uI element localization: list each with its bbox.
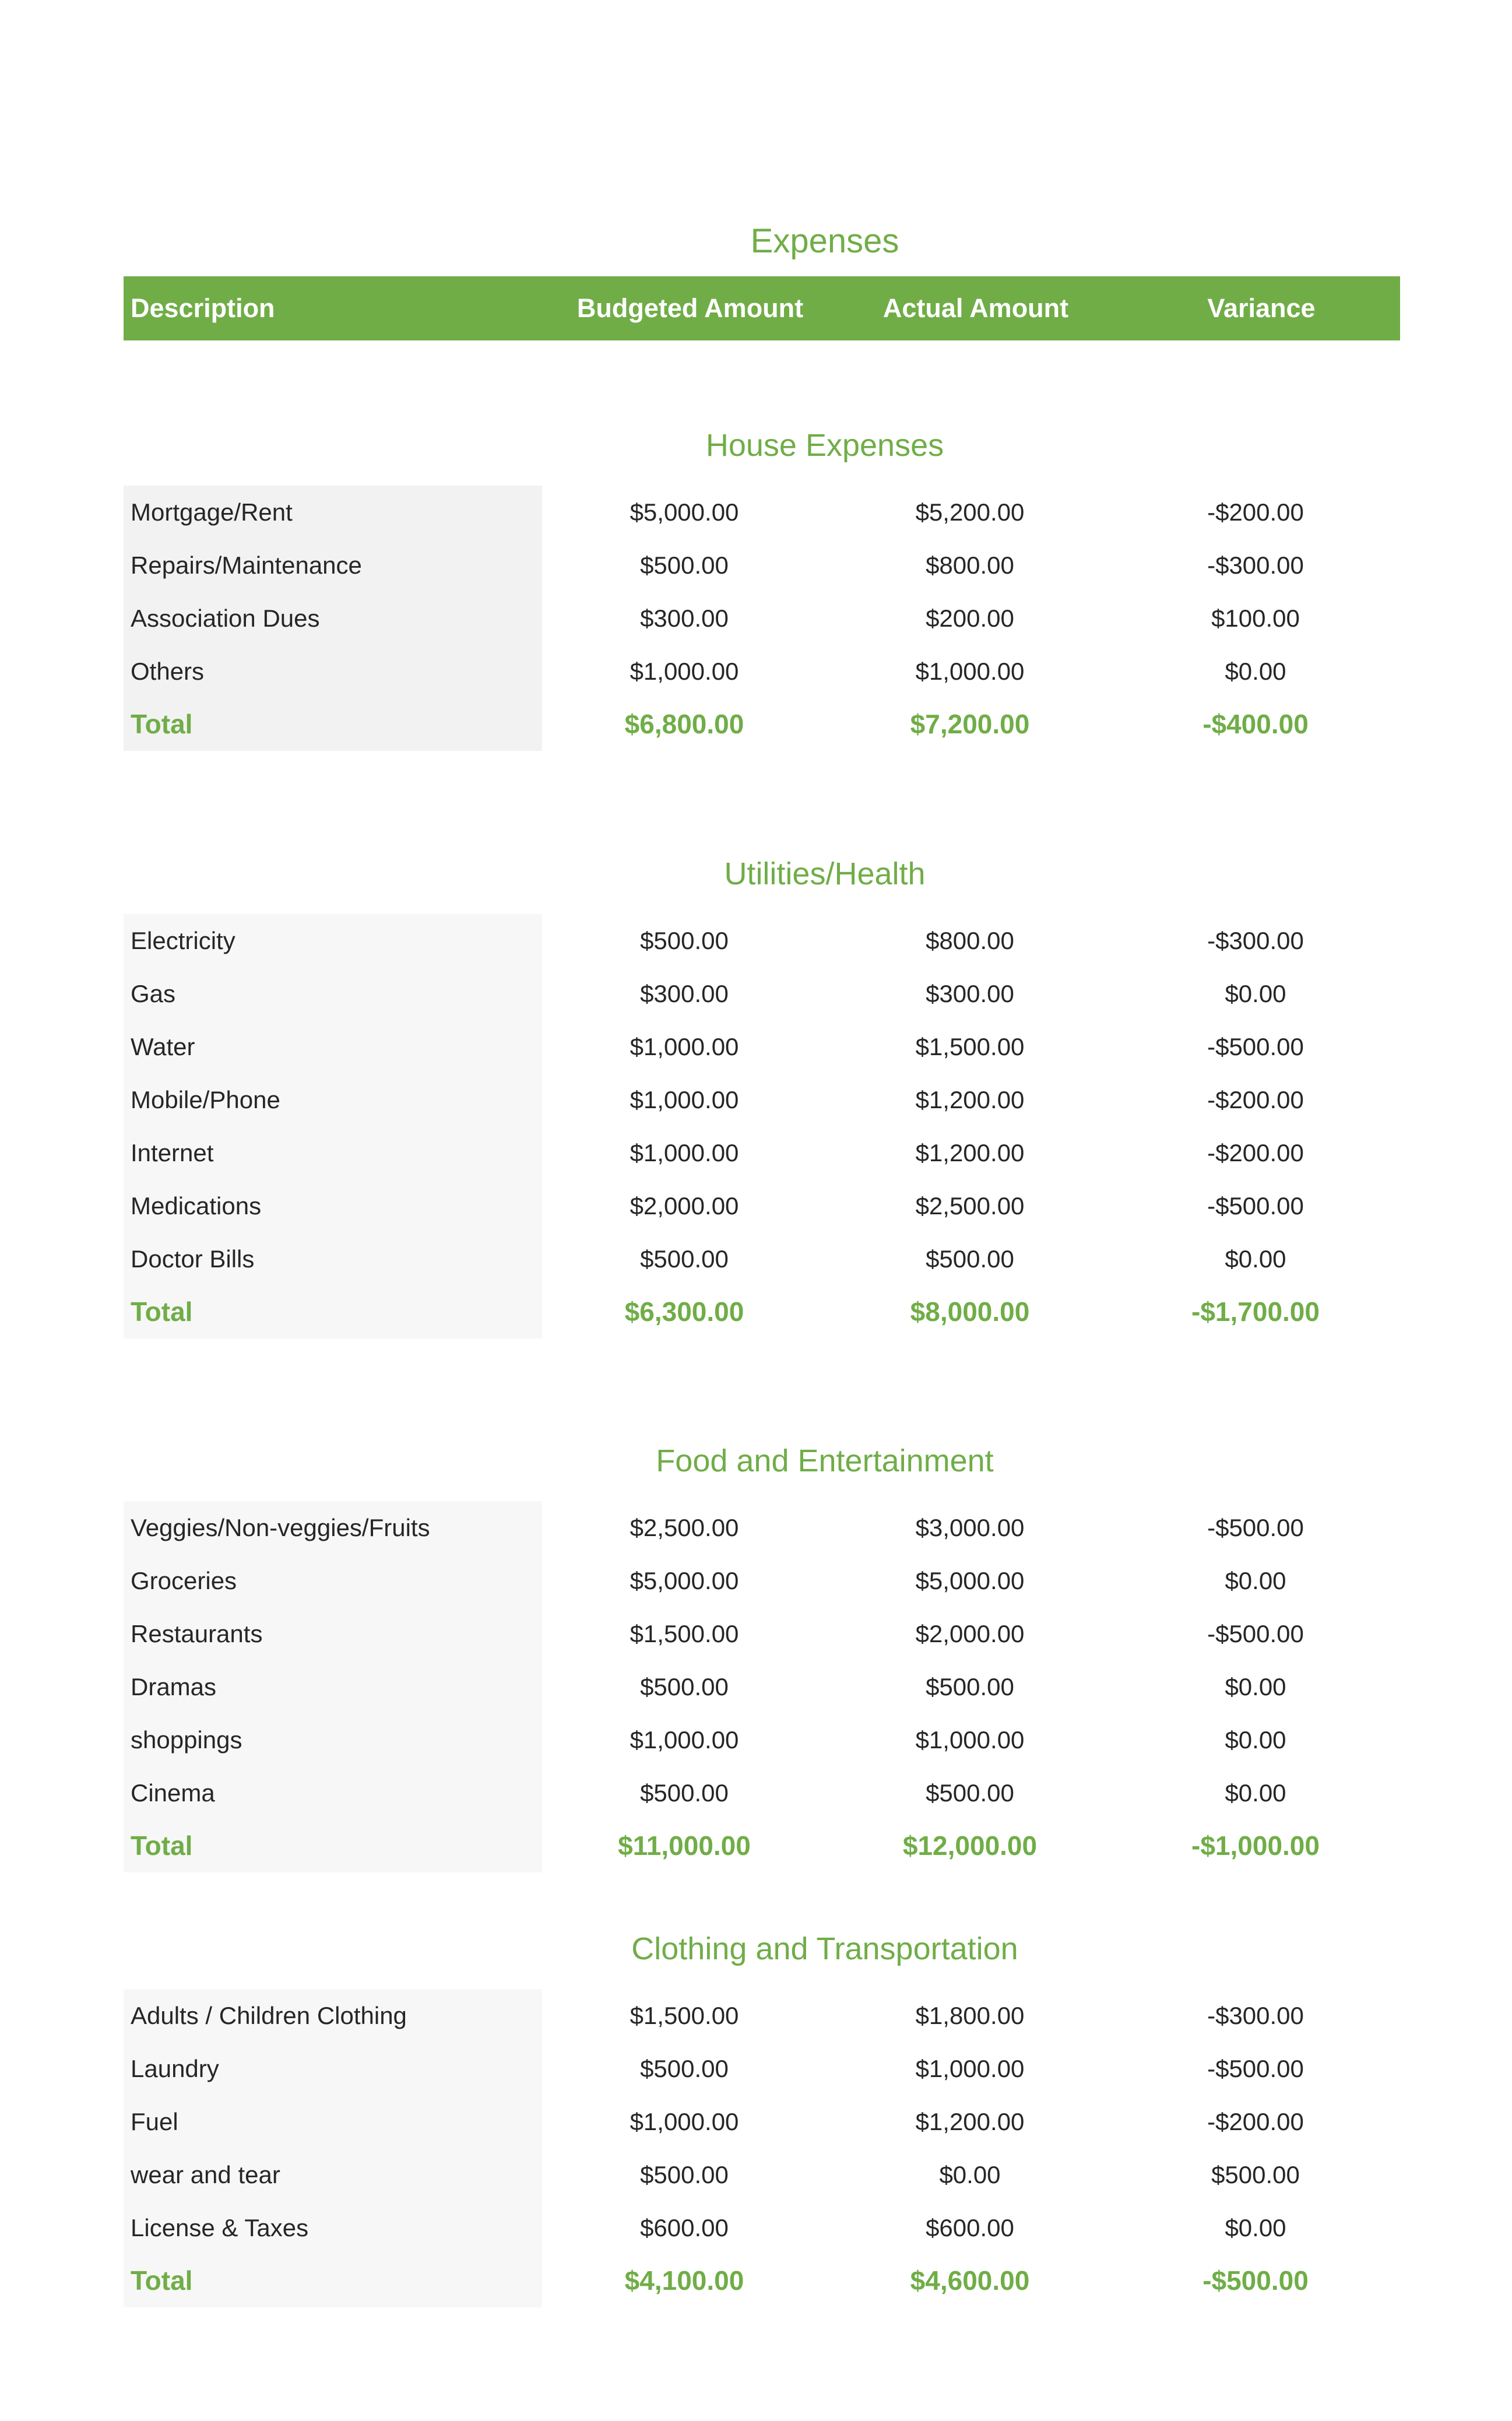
row-description: Groceries: [131, 1567, 237, 1594]
row-actual-amount: $200.00: [926, 605, 1014, 632]
section-title: Utilities/Health: [724, 856, 926, 891]
row-actual-amount: $800.00: [926, 927, 1014, 954]
row-budgeted-amount: $300.00: [640, 605, 729, 632]
row-variance: $0.00: [1225, 658, 1286, 685]
table-row: [124, 1020, 1400, 1073]
row-variance: $0.00: [1225, 1245, 1286, 1273]
row-budgeted-amount: $500.00: [640, 1245, 729, 1273]
row-variance: -$200.00: [1207, 498, 1304, 526]
total-row: [124, 2254, 1400, 2307]
row-budgeted-amount: $1,000.00: [630, 1086, 739, 1113]
row-budgeted-amount: $2,000.00: [630, 1192, 739, 1220]
row-actual-amount: $300.00: [926, 980, 1014, 1007]
table-row: [124, 914, 1400, 967]
row-variance: -$300.00: [1207, 927, 1304, 954]
row-actual-amount: $3,000.00: [915, 1514, 1025, 1541]
row-actual-amount: $500.00: [926, 1245, 1014, 1273]
row-budgeted-amount: $5,000.00: [630, 498, 739, 526]
header-budgeted-amount: Budgeted Amount: [576, 293, 804, 323]
row-description: Laundry: [131, 2055, 219, 2082]
total-row-description: Total: [131, 2265, 193, 2296]
table-row: [124, 1713, 1400, 1766]
table-row: [124, 1232, 1400, 1285]
row-description: Repairs/Maintenance: [131, 551, 362, 579]
row-actual-amount: $500.00: [926, 1673, 1014, 1700]
total-row-variance: -$400.00: [1202, 709, 1309, 739]
row-actual-amount: $5,200.00: [915, 498, 1025, 526]
row-variance: -$500.00: [1207, 1514, 1304, 1541]
row-budgeted-amount: $1,500.00: [630, 2002, 739, 2029]
total-row: [124, 1285, 1400, 1338]
table-row: [124, 1766, 1400, 1819]
row-variance: $0.00: [1225, 980, 1286, 1007]
row-description: Gas: [131, 980, 176, 1007]
table-row: [124, 539, 1400, 592]
row-budgeted-amount: $500.00: [640, 551, 729, 579]
row-description: Restaurants: [131, 1620, 263, 1647]
row-variance: -$500.00: [1207, 1620, 1304, 1647]
total-row-description: Total: [131, 709, 193, 739]
total-row-variance: -$1,000.00: [1191, 1830, 1320, 1861]
row-variance: -$200.00: [1207, 1086, 1304, 1113]
total-row-actual-amount: $12,000.00: [902, 1830, 1038, 1861]
table-header: [124, 276, 1400, 340]
row-actual-amount: $600.00: [926, 2214, 1014, 2241]
total-row-description: Total: [131, 1296, 193, 1327]
row-variance: -$200.00: [1207, 2108, 1304, 2135]
row-actual-amount: $1,200.00: [915, 1086, 1025, 1113]
header-actual-amount: Actual Amount: [882, 293, 1069, 323]
row-variance: $0.00: [1225, 1567, 1286, 1594]
row-description: Internet: [131, 1139, 214, 1166]
header-description: Description: [131, 293, 275, 323]
row-description: shoppings: [131, 1726, 242, 1754]
row-actual-amount: $1,200.00: [915, 2108, 1025, 2135]
row-description: Dramas: [131, 1673, 217, 1700]
row-budgeted-amount: $1,000.00: [630, 1139, 739, 1166]
row-variance: $0.00: [1225, 1779, 1286, 1807]
total-row-actual-amount: $7,200.00: [910, 709, 1030, 739]
section-title: Clothing and Transportation: [631, 1931, 1018, 1966]
row-variance: $0.00: [1225, 2214, 1286, 2241]
section-title: Food and Entertainment: [656, 1443, 994, 1478]
row-description: Medications: [131, 1192, 262, 1220]
row-budgeted-amount: $500.00: [640, 2161, 729, 2188]
row-budgeted-amount: $600.00: [640, 2214, 729, 2241]
row-budgeted-amount: $1,000.00: [630, 1033, 739, 1060]
row-actual-amount: $2,500.00: [915, 1192, 1025, 1220]
row-budgeted-amount: $500.00: [640, 2055, 729, 2082]
row-budgeted-amount: $500.00: [640, 1673, 729, 1700]
page-title: Expenses: [750, 222, 899, 260]
row-budgeted-amount: $2,500.00: [630, 1514, 739, 1541]
row-description: wear and tear: [131, 2161, 280, 2188]
total-row-actual-amount: $4,600.00: [910, 2265, 1030, 2296]
row-variance: -$500.00: [1207, 2055, 1304, 2082]
row-description: Electricity: [131, 927, 235, 954]
total-row-budgeted-amount: $6,800.00: [624, 709, 744, 739]
row-variance: $0.00: [1225, 1673, 1286, 1700]
row-actual-amount: $0.00: [939, 2161, 1001, 2188]
table-row: [124, 2095, 1400, 2148]
row-description: Doctor Bills: [131, 1245, 255, 1273]
row-description: Others: [131, 658, 205, 685]
table-row: [124, 967, 1400, 1020]
row-actual-amount: $1,800.00: [915, 2002, 1025, 2029]
table-row: [124, 1554, 1400, 1607]
row-variance: -$200.00: [1207, 1139, 1304, 1166]
row-budgeted-amount: $5,000.00: [630, 1567, 739, 1594]
total-row: [124, 1819, 1400, 1872]
row-variance: -$300.00: [1207, 2002, 1304, 2029]
row-budgeted-amount: $500.00: [640, 927, 729, 954]
row-actual-amount: $500.00: [926, 1779, 1014, 1807]
row-actual-amount: $5,000.00: [915, 1567, 1025, 1594]
table-row: [124, 645, 1400, 698]
row-actual-amount: $1,200.00: [915, 1139, 1025, 1166]
row-description: Water: [131, 1033, 195, 1060]
row-variance: -$500.00: [1207, 1033, 1304, 1060]
total-row-actual-amount: $8,000.00: [910, 1296, 1030, 1327]
section-title: House Expenses: [705, 428, 944, 463]
table-row: [124, 2042, 1400, 2095]
row-description: Association Dues: [131, 605, 320, 632]
row-description: Fuel: [131, 2108, 178, 2135]
row-description: Mobile/Phone: [131, 1086, 280, 1113]
table-row: [124, 1073, 1400, 1126]
table-row: [124, 1501, 1400, 1554]
row-variance: $0.00: [1225, 1726, 1286, 1754]
table-row: [124, 1989, 1400, 2042]
row-description: License & Taxes: [131, 2214, 309, 2241]
table-row: [124, 2201, 1400, 2254]
header-variance: Variance: [1207, 293, 1316, 323]
row-budgeted-amount: $1,000.00: [630, 658, 739, 685]
row-budgeted-amount: $1,000.00: [630, 2108, 739, 2135]
row-actual-amount: $1,000.00: [915, 658, 1025, 685]
total-row-description: Total: [131, 1830, 193, 1861]
table-row: [124, 1660, 1400, 1713]
row-budgeted-amount: $1,000.00: [630, 1726, 739, 1754]
row-description: Mortgage/Rent: [131, 498, 293, 526]
row-description: Cinema: [131, 1779, 215, 1807]
row-budgeted-amount: $300.00: [640, 980, 729, 1007]
row-description: Adults / Children Clothing: [131, 2002, 407, 2029]
row-budgeted-amount: $500.00: [640, 1779, 729, 1807]
table-row: [124, 2148, 1400, 2201]
row-variance: -$300.00: [1207, 551, 1304, 579]
table-row: [124, 1179, 1400, 1232]
row-actual-amount: $800.00: [926, 551, 1014, 579]
table-row: [124, 1126, 1400, 1179]
row-actual-amount: $1,000.00: [915, 1726, 1025, 1754]
row-variance: $100.00: [1211, 605, 1300, 632]
row-variance: -$500.00: [1207, 1192, 1304, 1220]
total-row-variance: -$1,700.00: [1191, 1296, 1320, 1327]
row-actual-amount: $2,000.00: [915, 1620, 1025, 1647]
row-description: Veggies/Non-veggies/Fruits: [131, 1514, 430, 1541]
table-row: [124, 1607, 1400, 1660]
row-variance: $500.00: [1211, 2161, 1300, 2188]
row-actual-amount: $1,500.00: [915, 1033, 1025, 1060]
total-row-budgeted-amount: $4,100.00: [624, 2265, 744, 2296]
total-row-budgeted-amount: $11,000.00: [618, 1830, 751, 1861]
table-row: [124, 486, 1400, 539]
total-row: [124, 698, 1400, 751]
table-row: [124, 592, 1400, 645]
row-budgeted-amount: $1,500.00: [630, 1620, 739, 1647]
row-actual-amount: $1,000.00: [915, 2055, 1025, 2082]
total-row-budgeted-amount: $6,300.00: [624, 1296, 744, 1327]
total-row-variance: -$500.00: [1202, 2265, 1309, 2296]
